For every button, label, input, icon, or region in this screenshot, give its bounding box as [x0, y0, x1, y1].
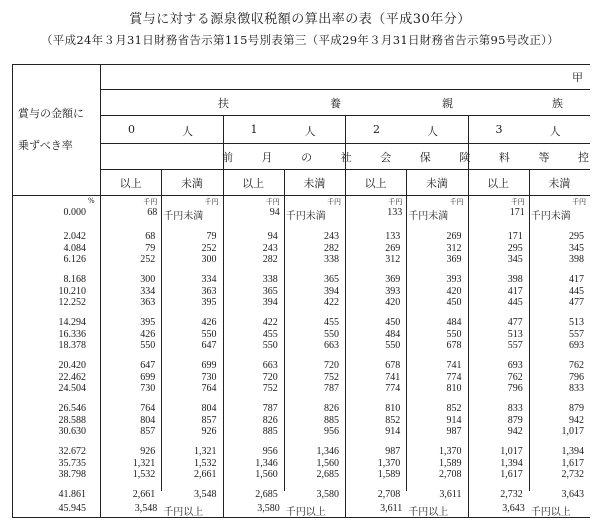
miman-cell: 787 — [324, 383, 339, 395]
miman-cell: 879 — [569, 403, 584, 414]
unit-senen-miman: 千円 — [204, 198, 219, 206]
ijou-cell: 420 — [385, 297, 401, 309]
ijou-cell: 282 — [262, 254, 278, 266]
miman-cell: 796 — [569, 371, 584, 383]
ijou-cell: 513 — [507, 328, 523, 340]
ijou-cell: 484 — [385, 328, 401, 340]
miman-cell: 365 — [324, 274, 339, 285]
miman-cell: 2,661 — [194, 469, 217, 481]
ijou-cell: 394 — [262, 297, 278, 309]
miman-cell: 1,560 — [316, 457, 339, 469]
ijou-cell: 1,394 — [500, 457, 523, 469]
miman-cell: 852 — [446, 403, 462, 414]
miman-header: 未満 — [303, 177, 326, 190]
miman-cell: 484 — [446, 317, 462, 328]
unit-percent: % — [88, 197, 95, 205]
unit-senen-ijou: 千円 — [388, 198, 403, 206]
miman-cell: 455 — [324, 317, 339, 328]
rate-value: 10.210 — [58, 285, 86, 297]
fuyou-char-3: 親 — [442, 97, 453, 110]
ijou-cell: 312 — [385, 254, 401, 266]
miman-cell: 741 — [446, 360, 462, 371]
miman-cell: 1,394 — [561, 446, 584, 457]
prev-month-char: の — [301, 151, 313, 164]
rate-value: 14.294 — [58, 317, 86, 328]
miman-header: 未満 — [425, 177, 448, 190]
last-row-value: 3,611 — [380, 503, 403, 514]
ijou-cell: 2,685 — [255, 489, 278, 500]
ijou-cell: 987 — [385, 446, 401, 457]
ijou-cell: 79 — [145, 242, 156, 254]
rate-value: 16.336 — [58, 328, 86, 340]
miman-cell: 3,611 — [439, 489, 462, 500]
rate-value: 28.588 — [58, 414, 86, 426]
ijou-cell: 445 — [507, 297, 523, 309]
ijou-cell: 852 — [385, 414, 401, 426]
miman-cell: 252 — [201, 242, 217, 254]
ijou-cell: 1,321 — [132, 457, 156, 469]
rate-value: 26.546 — [58, 403, 86, 414]
rate-value: 41.861 — [58, 489, 86, 500]
ijou-cell: 762 — [507, 371, 523, 383]
miman-cell: 2,685 — [316, 469, 339, 481]
miman-cell: 2,708 — [439, 469, 462, 481]
prev-month-char: 険 — [459, 151, 471, 164]
miman-cell: 885 — [324, 414, 339, 426]
ijou-cell: 363 — [140, 297, 156, 309]
ko-label: 甲 — [572, 71, 583, 84]
miman-cell: 422 — [324, 297, 339, 309]
miman-cell: 243 — [324, 231, 339, 242]
ijou-cell: 914 — [385, 426, 401, 438]
miman-header: 未満 — [180, 177, 203, 190]
rate-value: 0.000 — [63, 207, 86, 218]
ijou-cell: 956 — [262, 446, 278, 457]
ijou-cell: 1,370 — [377, 457, 401, 469]
miman-cell: 450 — [446, 297, 462, 309]
miman-cell: 956 — [324, 426, 339, 438]
miman-cell: 764 — [201, 383, 217, 395]
last-row-value: 3,548 — [134, 503, 158, 514]
miman-cell: 1,346 — [316, 446, 339, 457]
first-row-value: 171 — [509, 207, 525, 218]
dependents-unit: 人 — [427, 125, 438, 138]
miman-cell: 810 — [446, 383, 462, 395]
ijou-cell: 395 — [140, 317, 156, 328]
ijou-cell: 295 — [507, 242, 523, 254]
miman-cell: 693 — [569, 340, 584, 352]
ijou-cell: 477 — [507, 317, 523, 328]
prev-month-char: 社 — [340, 151, 352, 164]
ijou-cell: 1,346 — [255, 457, 278, 469]
rate-value: 4.084 — [63, 242, 86, 254]
rate-value: 32.672 — [58, 446, 86, 457]
rate-value: 12.252 — [58, 297, 86, 309]
rate-value: 38.798 — [58, 469, 86, 481]
ijou-cell: 752 — [262, 383, 278, 395]
miman-cell: 550 — [324, 328, 339, 340]
miman-cell: 398 — [569, 254, 584, 266]
ijou-cell: 243 — [262, 242, 278, 254]
ijou-cell: 826 — [262, 414, 278, 426]
rate-header-line1: 賞与の金額に — [18, 107, 84, 120]
miman-cell: 300 — [201, 254, 217, 266]
page-subtitle: （平成24年３月31日財務省告示第115号別表第三（平成29年３月31日財務省告示第95号改正）） — [40, 33, 560, 47]
miman-cell: 550 — [201, 328, 217, 340]
miman-cell: 395 — [201, 297, 217, 309]
rate-value: 22.462 — [58, 371, 86, 383]
ijou-cell: 369 — [385, 274, 401, 285]
ijou-header: 以上 — [364, 177, 387, 190]
ijou-cell: 1,589 — [377, 469, 401, 481]
ijou-cell: 345 — [507, 254, 523, 266]
ijou-cell: 833 — [507, 403, 523, 414]
ijou-cell: 857 — [140, 426, 156, 438]
ijou-cell: 2,661 — [132, 489, 156, 500]
miman-cell: 1,532 — [194, 457, 217, 469]
rate-value: 45.945 — [58, 503, 86, 514]
miman-cell: 557 — [569, 328, 584, 340]
ijou-cell: 68 — [145, 231, 156, 242]
last-row-suffix: 千円以上 — [285, 507, 326, 518]
ijou-cell: 678 — [385, 360, 401, 371]
ijou-cell: 764 — [140, 403, 156, 414]
prev-month-char: 会 — [380, 151, 392, 164]
ijou-cell: 550 — [385, 340, 401, 352]
first-row-suffix: 千円未満 — [163, 211, 204, 222]
ijou-cell: 699 — [140, 371, 156, 383]
miman-cell: 699 — [201, 360, 217, 371]
ijou-cell: 730 — [140, 383, 156, 395]
page-title: 賞与に対する源泉徴収税額の算出率の表（平成30年分） — [129, 12, 471, 27]
fuyou-char-2: 養 — [330, 97, 341, 110]
first-row-suffix: 千円未満 — [285, 211, 326, 222]
ijou-cell: 422 — [262, 317, 278, 328]
miman-cell: 678 — [446, 340, 462, 352]
miman-cell: 394 — [324, 285, 339, 297]
ijou-header: 以上 — [487, 177, 510, 190]
miman-cell: 2,732 — [561, 469, 584, 481]
prev-month-char: 等 — [538, 151, 550, 164]
ijou-cell: 1,017 — [500, 446, 523, 457]
rate-value: 8.168 — [63, 274, 86, 285]
ijou-cell: 455 — [262, 328, 278, 340]
prev-month-char: 保 — [419, 151, 431, 164]
ijou-cell: 133 — [385, 231, 401, 242]
ijou-cell: 338 — [262, 274, 278, 285]
ijou-cell: 334 — [140, 285, 156, 297]
miman-cell: 663 — [324, 340, 339, 352]
miman-cell: 334 — [201, 274, 217, 285]
ijou-cell: 450 — [385, 317, 401, 328]
miman-cell: 3,548 — [194, 489, 217, 500]
miman-cell: 857 — [201, 414, 217, 426]
miman-cell: 477 — [569, 297, 584, 309]
first-row-value: 94 — [269, 207, 280, 218]
miman-cell: 730 — [201, 371, 217, 383]
ijou-cell: 2,732 — [500, 489, 523, 500]
dependents-count: 2 — [373, 123, 380, 136]
first-row-value: 68 — [147, 207, 158, 218]
ijou-cell: 365 — [262, 285, 278, 297]
ijou-cell: 810 — [385, 403, 401, 414]
miman-cell: 804 — [201, 403, 217, 414]
miman-cell: 1,370 — [439, 446, 462, 457]
first-row-value: 133 — [387, 207, 403, 218]
miman-cell: 79 — [206, 231, 217, 242]
last-row-suffix: 千円以上 — [408, 507, 449, 518]
ijou-cell: 942 — [507, 426, 523, 438]
miman-cell: 1,617 — [561, 457, 584, 469]
ijou-cell: 252 — [140, 254, 156, 266]
ijou-header: 以上 — [242, 177, 265, 190]
rate-value: 2.042 — [63, 231, 86, 242]
table-rule-ko — [100, 89, 590, 90]
ijou-cell: 398 — [507, 274, 523, 285]
ijou-cell: 393 — [385, 285, 401, 297]
miman-header: 未満 — [548, 177, 571, 190]
ijou-cell: 557 — [507, 340, 523, 352]
unit-senen-miman: 千円 — [449, 198, 464, 206]
ijou-cell: 171 — [507, 231, 523, 242]
miman-cell: 445 — [569, 285, 584, 297]
miman-cell: 369 — [446, 254, 462, 266]
ijou-cell: 1,532 — [132, 469, 156, 481]
ijou-cell: 720 — [262, 371, 278, 383]
miman-cell: 926 — [201, 426, 217, 438]
ijou-cell: 885 — [262, 426, 278, 438]
miman-cell: 420 — [446, 285, 462, 297]
ijou-cell: 879 — [507, 414, 523, 426]
ijou-cell: 796 — [507, 383, 523, 395]
prev-month-char: 料 — [498, 151, 510, 164]
dependents-count: 1 — [250, 123, 258, 136]
rate-value: 6.126 — [63, 254, 86, 266]
miman-cell: 363 — [201, 285, 217, 297]
first-row-suffix: 千円未満 — [408, 211, 449, 222]
rate-value: 20.420 — [58, 360, 86, 371]
miman-cell: 1,017 — [561, 426, 584, 438]
last-row-value: 3,643 — [502, 503, 525, 514]
miman-cell: 295 — [569, 231, 584, 242]
ijou-cell: 94 — [267, 231, 278, 242]
dependents-unit: 人 — [304, 125, 316, 138]
ijou-cell: 1,617 — [500, 469, 523, 481]
rate-value: 30.630 — [58, 426, 86, 438]
ijou-cell: 647 — [140, 360, 156, 371]
table-rule-header-bottom — [12, 195, 590, 196]
miman-cell: 282 — [324, 242, 339, 254]
ijou-cell: 804 — [140, 414, 156, 426]
miman-cell: 312 — [446, 242, 462, 254]
unit-senen-ijou: 千円 — [143, 198, 158, 206]
ijou-cell: 426 — [140, 328, 156, 340]
ijou-cell: 2,708 — [377, 489, 401, 500]
ijou-cell: 741 — [385, 371, 401, 383]
ijou-cell: 774 — [385, 383, 401, 395]
ijou-cell: 417 — [507, 285, 523, 297]
miman-cell: 338 — [324, 254, 339, 266]
miman-cell: 826 — [324, 403, 339, 414]
rate-value: 24.504 — [58, 383, 86, 395]
miman-cell: 1,321 — [194, 446, 217, 457]
miman-cell: 647 — [201, 340, 217, 352]
rate-table — [12, 64, 590, 518]
miman-cell: 914 — [446, 414, 462, 426]
first-row-suffix: 千円未満 — [530, 211, 571, 222]
dependents-unit: 人 — [182, 125, 193, 138]
ijou-cell: 550 — [262, 340, 278, 352]
last-row-value: 3,580 — [257, 503, 280, 514]
miman-cell: 269 — [446, 231, 462, 242]
ijou-cell: 663 — [262, 360, 278, 371]
miman-cell: 774 — [446, 371, 462, 383]
ijou-cell: 550 — [140, 340, 156, 352]
ijou-cell: 693 — [507, 360, 523, 371]
prev-month-char: 控 — [578, 151, 589, 164]
miman-cell: 942 — [569, 414, 584, 426]
dependents-count: 0 — [128, 123, 135, 136]
miman-cell: 417 — [569, 274, 584, 285]
miman-cell: 393 — [446, 274, 462, 285]
miman-cell: 3,580 — [316, 489, 339, 500]
prev-month-char: 前 — [222, 151, 233, 164]
miman-cell: 550 — [446, 328, 462, 340]
fuyou-char-4: 族 — [552, 97, 563, 110]
miman-cell: 1,589 — [439, 457, 462, 469]
unit-senen-ijou: 千円 — [265, 198, 280, 206]
unit-senen-miman: 千円 — [572, 198, 586, 206]
miman-cell: 345 — [569, 242, 584, 254]
miman-cell: 720 — [324, 360, 339, 371]
prev-month-char: 月 — [261, 151, 273, 164]
ijou-header: 以上 — [119, 177, 142, 190]
last-row-suffix: 千円以上 — [530, 507, 571, 518]
dependents-unit: 人 — [549, 125, 561, 138]
last-row-suffix: 千円以上 — [163, 507, 204, 518]
ijou-cell: 300 — [140, 274, 156, 285]
miman-cell: 752 — [324, 371, 339, 383]
ijou-cell: 787 — [262, 403, 278, 414]
miman-cell: 833 — [569, 383, 584, 395]
unit-senen-ijou: 千円 — [510, 198, 525, 206]
dependents-count: 3 — [495, 123, 503, 136]
ijou-cell: 269 — [385, 242, 401, 254]
rate-value: 35.735 — [58, 457, 86, 469]
miman-cell: 513 — [569, 317, 584, 328]
miman-cell: 3,643 — [561, 489, 584, 500]
miman-cell: 762 — [569, 360, 584, 371]
rate-value: 18.378 — [58, 340, 86, 352]
ijou-cell: 1,560 — [255, 469, 278, 481]
rate-header-line2: 乗ずべき率 — [18, 139, 73, 152]
ijou-cell: 926 — [140, 446, 156, 457]
miman-cell: 426 — [201, 317, 217, 328]
miman-cell: 987 — [446, 426, 462, 438]
unit-senen-miman: 千円 — [327, 198, 341, 206]
fuyou-char-1: 扶 — [218, 97, 229, 110]
